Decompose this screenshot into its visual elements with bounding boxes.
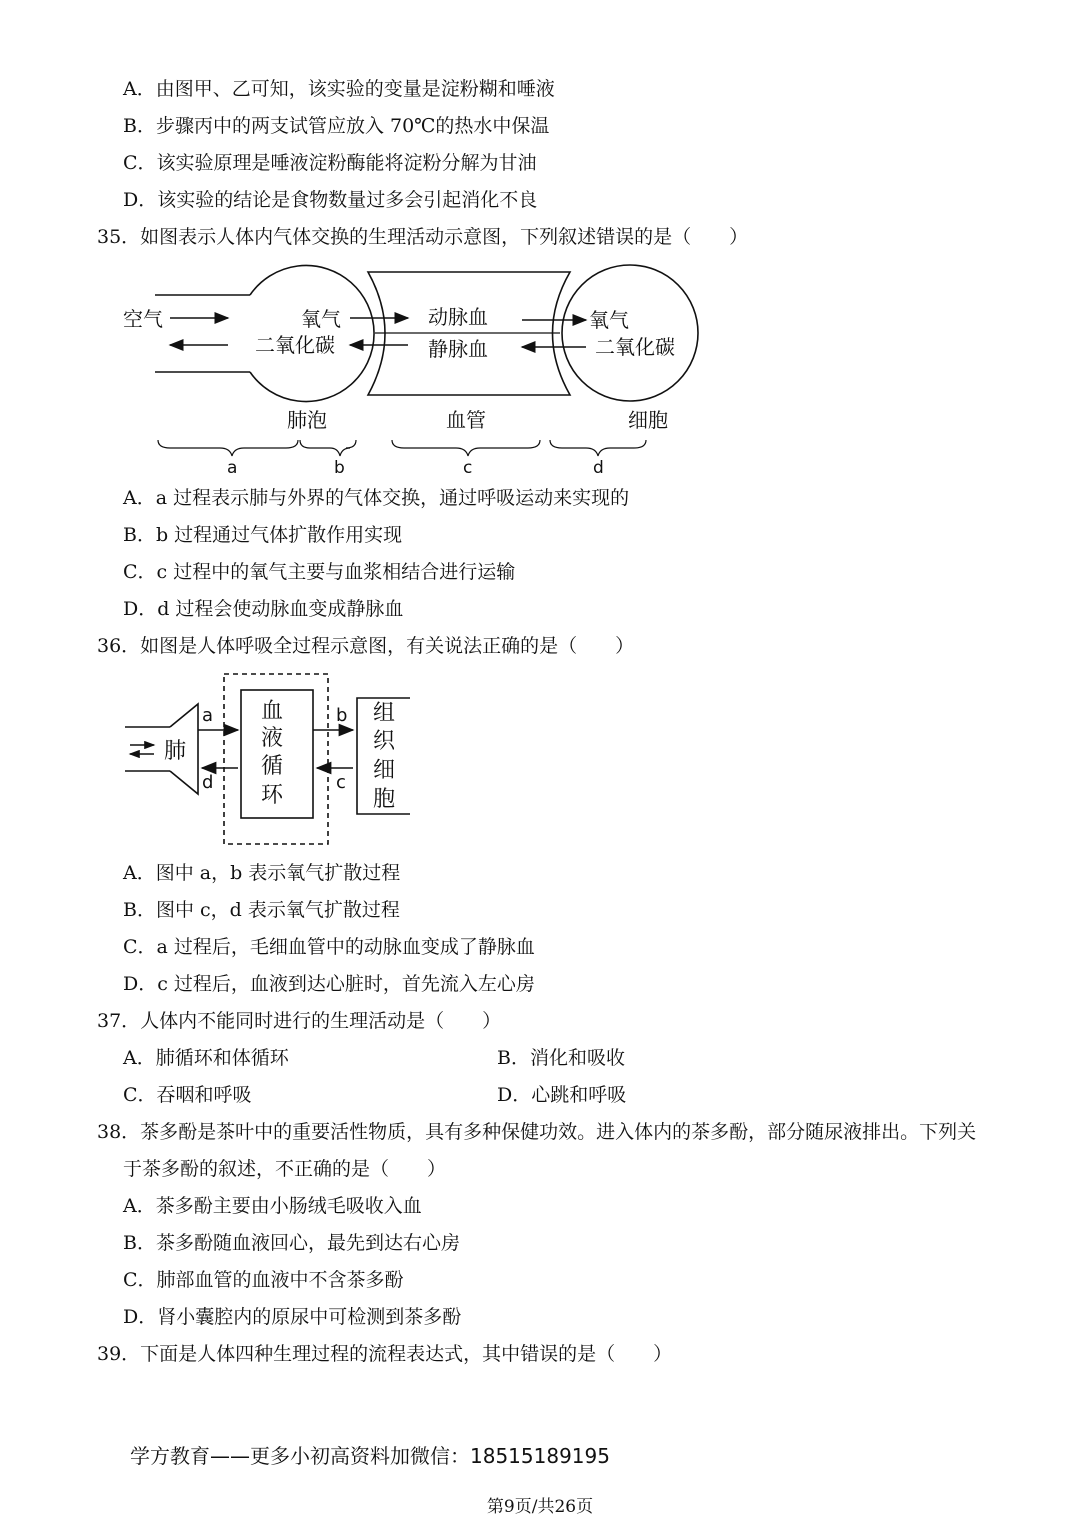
cell-shape <box>562 265 698 401</box>
q36-option-a: A．图中 a，b 表示氧气扩散过程 <box>123 862 401 884</box>
blood-char-2: 液 <box>261 726 284 751</box>
q39-stem: 39．下面是人体四种生理过程的流程表达式，其中错误的是（ ） <box>97 1343 673 1365</box>
q37-option-d: D．心跳和呼吸 <box>497 1084 627 1106</box>
footer-advert: 学方教育——更多小初高资料加微信：18515189195 <box>130 1444 610 1468</box>
tissue-char-3: 细 <box>373 758 396 783</box>
label-cell-co2: 二氧化碳 <box>595 335 675 359</box>
q34-option-a: A．由图甲、乙可知，该实验的变量是淀粉糊和唾液 <box>123 78 555 100</box>
q35-option-a: A．a 过程表示肺与外界的气体交换，通过呼吸运动来实现的 <box>123 487 630 509</box>
blood-char-1: 血 <box>261 699 284 724</box>
brace-label-a: a <box>227 458 238 478</box>
label-cell-oxygen: 氧气 <box>589 308 629 332</box>
page-number: 第9页/共26页 <box>486 1497 594 1517</box>
brace-label-b: b <box>334 458 345 478</box>
blood-char-4: 环 <box>261 783 284 808</box>
q36-option-c: C．a 过程后，毛细血管中的动脉血变成了静脉血 <box>123 936 535 958</box>
q35-option-c: C．c 过程中的氧气主要与血浆相结合进行运输 <box>123 561 516 583</box>
arrow-label-b: b <box>336 705 348 726</box>
q38-option-c: C．肺部血管的血液中不含茶多酚 <box>123 1269 404 1291</box>
q35-gas-exchange-diagram <box>110 255 710 480</box>
brace-label-c: c <box>463 458 473 478</box>
q34-option-d: D．该实验的结论是食物数量过多会引起消化不良 <box>123 189 538 211</box>
tissue-char-2: 织 <box>373 729 396 754</box>
label-venous: 静脉血 <box>428 337 488 361</box>
q37-option-b: B．消化和吸收 <box>497 1047 625 1069</box>
tissue-char-1: 组 <box>373 701 396 726</box>
q34-option-b: B．步骤丙中的两支试管应放入 70℃的热水中保温 <box>123 115 550 137</box>
tissue-char-4: 胞 <box>373 787 396 812</box>
q34-option-c: C．该实验原理是唾液淀粉酶能将淀粉分解为甘油 <box>123 152 537 174</box>
brace-label-d: d <box>593 458 604 478</box>
q36-option-d: D．c 过程后，血液到达心脏时，首先流入左心房 <box>123 973 535 995</box>
arrow-label-a: a <box>202 705 214 726</box>
q36-stem: 36．如图是人体呼吸全过程示意图，有关说法正确的是（ ） <box>97 635 635 657</box>
label-vessel: 血管 <box>446 408 486 432</box>
q37-stem: 37．人体内不能同时进行的生理活动是（ ） <box>97 1010 502 1032</box>
label-lung: 肺 <box>164 739 187 764</box>
label-cell: 细胞 <box>628 408 668 432</box>
q38-option-a: A．茶多酚主要由小肠绒毛吸收入血 <box>123 1195 422 1217</box>
q36-respiration-diagram <box>120 668 420 850</box>
q38-option-d: D．肾小囊腔内的原尿中可检测到茶多酚 <box>123 1306 462 1328</box>
arrow-label-d: d <box>202 772 214 793</box>
label-alveolus-co2: 二氧化碳 <box>255 333 335 357</box>
label-air: 空气 <box>123 307 163 331</box>
q38-option-b: B．茶多酚随血液回心，最先到达右心房 <box>123 1232 460 1254</box>
q38-stem-line-1: 38．茶多酚是茶叶中的重要活性物质，具有多种保健功效。进入体内的茶多酚，部分随尿液排出。下列关 <box>97 1121 977 1143</box>
blood-char-3: 循 <box>261 754 284 779</box>
q37-option-c: C．吞咽和呼吸 <box>123 1084 252 1106</box>
label-alveolus-oxygen: 氧气 <box>301 307 341 331</box>
q35-stem: 35．如图表示人体内气体交换的生理活动示意图，下列叙述错误的是（ ） <box>97 226 749 248</box>
label-arterial: 动脉血 <box>428 305 488 329</box>
q35-option-b: B．b 过程通过气体扩散作用实现 <box>123 524 403 546</box>
arrow-label-c: c <box>336 772 346 793</box>
q36-option-b: B．图中 c，d 表示氧气扩散过程 <box>123 899 400 921</box>
q38-stem-line-2: 于茶多酚的叙述，不正确的是（ ） <box>123 1158 447 1180</box>
q35-option-d: D．d 过程会使动脉血变成静脉血 <box>123 598 404 620</box>
label-alveolus: 肺泡 <box>287 408 327 432</box>
q37-option-a: A．肺循环和体循环 <box>123 1047 289 1069</box>
